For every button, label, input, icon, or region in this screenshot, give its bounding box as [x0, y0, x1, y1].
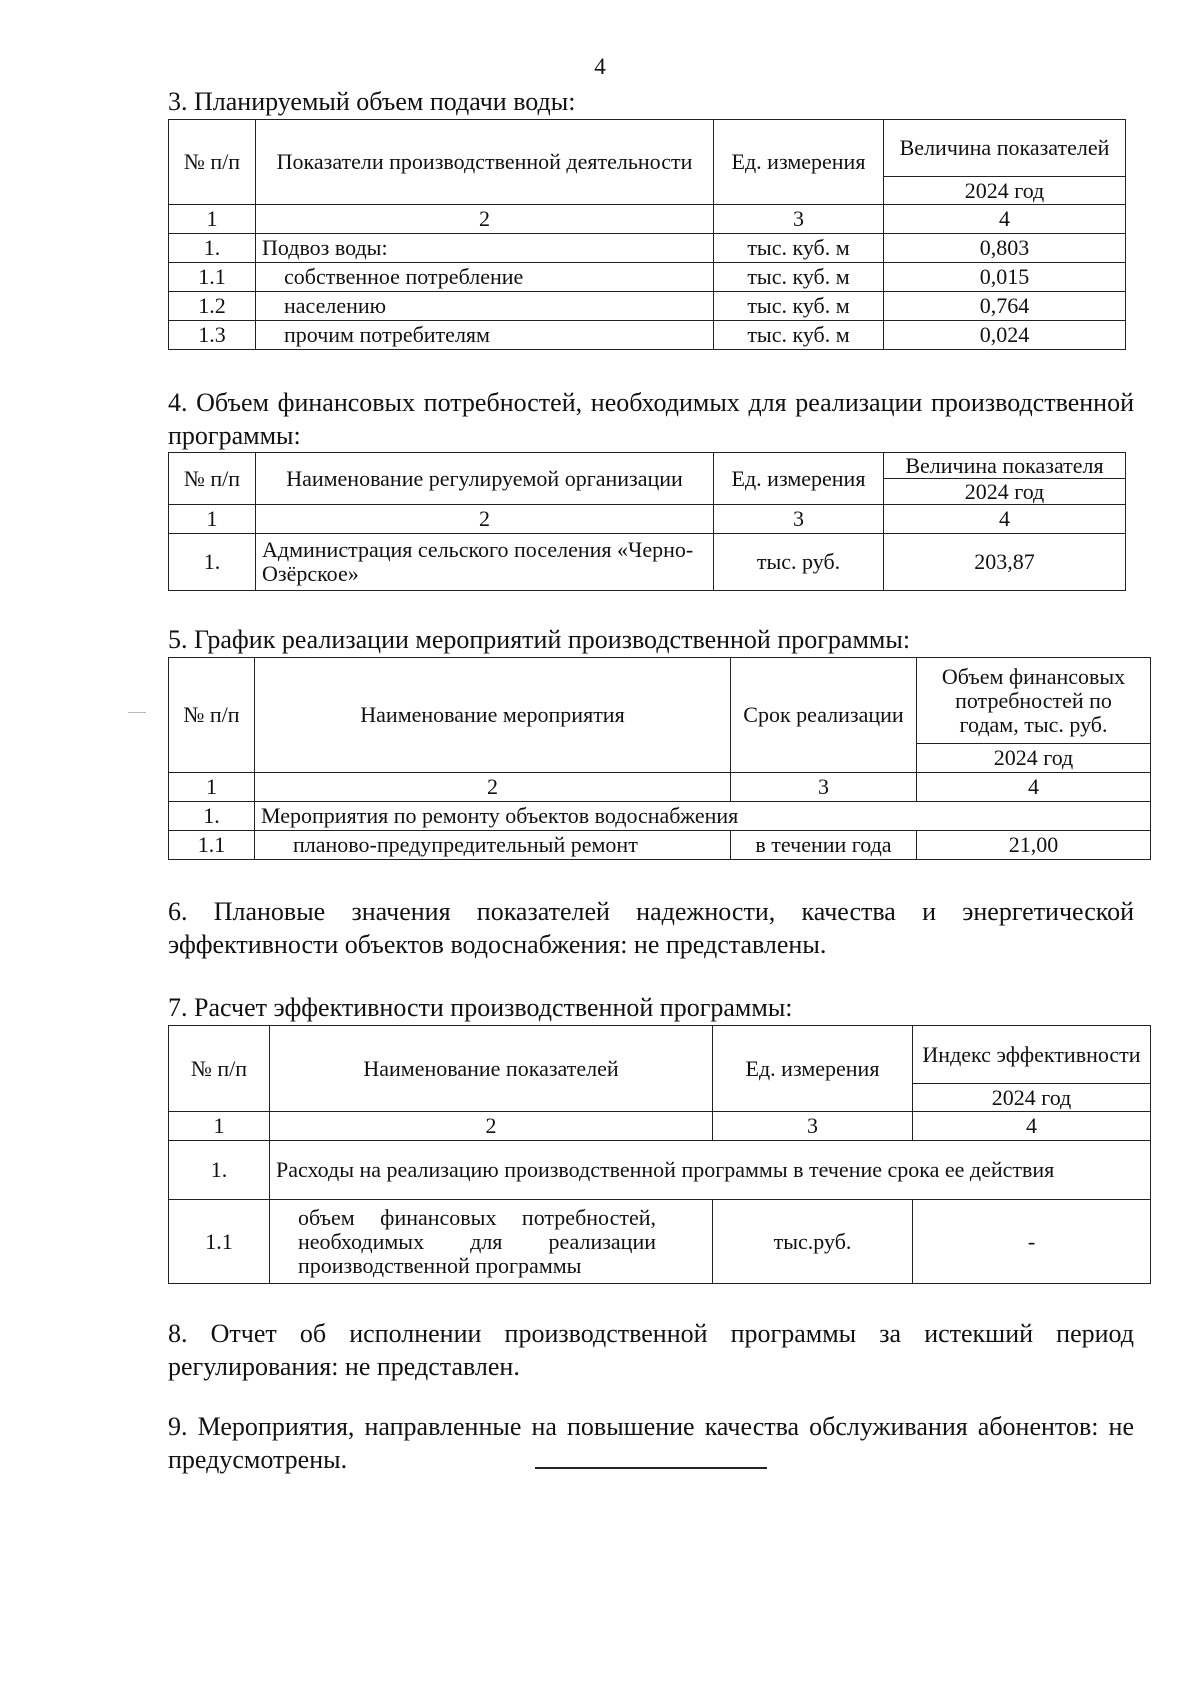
header-unit: Ед. измерения	[713, 1026, 913, 1112]
header-term: Срок реализации	[731, 658, 917, 773]
header-unit: Ед. измерения	[714, 453, 884, 505]
scan-mark	[128, 712, 146, 713]
table-row: 1. Подвоз воды: тыс. куб. м 0,803	[169, 234, 1126, 263]
table-group-row: 1. Мероприятия по ремонту объектов водоснабжения	[169, 802, 1151, 831]
end-divider	[535, 1467, 767, 1469]
section5-title: 5. График реализации мероприятий производственной программы:	[168, 625, 911, 654]
column-numbers-row: 1 2 3 4	[169, 1112, 1151, 1141]
header-indicator: Наименование показателей	[270, 1026, 713, 1112]
section8-text: 8. Отчет об исполнении производственной программы за истекший период регулирования: не представлен.	[168, 1319, 1134, 1381]
header-year: 2024 год	[913, 1084, 1151, 1112]
column-numbers-row: 1 2 3 4	[169, 205, 1126, 234]
water-supply-table	[168, 119, 1126, 350]
section7-title: 7. Расчет эффективности производственной программы:	[168, 993, 793, 1022]
efficiency-table	[168, 1025, 1151, 1284]
finance-needs-table	[168, 452, 1126, 591]
header-org: Наименование регулируемой организации	[256, 453, 714, 505]
header-value: Величина показателя	[884, 453, 1126, 479]
header-unit: Ед. измерения	[714, 120, 884, 205]
column-numbers-row: 1 2 3 4	[169, 773, 1151, 802]
header-num: № п/п	[169, 453, 256, 505]
column-numbers-row: 1 2 3 4	[169, 505, 1126, 534]
table-row: 1.1 собственное потребление тыс. куб. м 0,015	[169, 263, 1126, 292]
section4-title: 4. Объем финансовых потребностей, необходимых для реализации производственной программы:	[168, 388, 1134, 450]
table-group-row: 1. Расходы на реализацию производственной программы в течение срока ее действия	[169, 1141, 1151, 1200]
section9-text: 9. Мероприятия, направленные на повышение качества обслуживания абонентов: не предусмотрены.	[168, 1412, 1134, 1474]
table-row: 1. Администрация сельского поселения «Черно-Озёрское» тыс. руб. 203,87	[169, 534, 1126, 591]
header-finance: Объем финансовых потребностей по годам, тыс. руб.	[917, 658, 1151, 744]
section6-text: 6. Плановые значения показателей надежности, качества и энергетической эффективности объектов водоснабжения: не представлены.	[168, 897, 1134, 959]
header-num: № п/п	[169, 658, 255, 773]
header-index: Индекс эффективности	[913, 1026, 1151, 1084]
header-event: Наименование мероприятия	[255, 658, 731, 773]
header-year: 2024 год	[917, 744, 1151, 773]
table-row: 1.1 планово-предупредительный ремонт в течении года 21,00	[169, 831, 1151, 860]
table-row: 1.2 населению тыс. куб. м 0,764	[169, 292, 1126, 321]
section3-title: 3. Планируемый объем подачи воды:	[168, 87, 576, 116]
header-value: Величина показателей	[884, 120, 1126, 177]
header-num: № п/п	[169, 1026, 270, 1112]
header-num: № п/п	[169, 120, 256, 205]
schedule-table	[168, 657, 1151, 860]
table-row: 1.1 объем финансовых потребностей, необходимых для реализации производственной программы тыс.руб. -	[169, 1200, 1151, 1284]
header-indicator: Показатели производственной деятельности	[256, 120, 714, 205]
header-year: 2024 год	[884, 479, 1126, 505]
page-number: 4	[594, 54, 606, 79]
table-row: 1.3 прочим потребителям тыс. куб. м 0,024	[169, 321, 1126, 350]
header-year: 2024 год	[884, 177, 1126, 205]
